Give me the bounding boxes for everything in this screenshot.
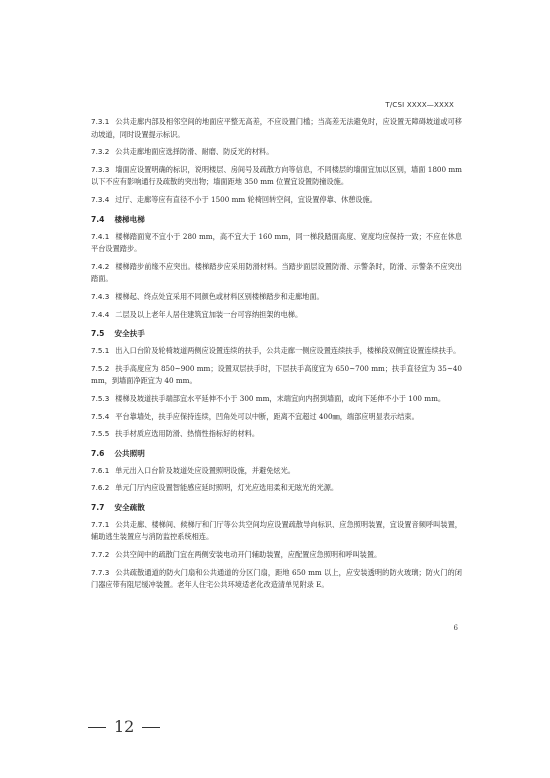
clause-text: 公共空间中的疏散门宜在两侧安装电动开门辅助装置，应配置应急照明和呼叫装置。 xyxy=(115,550,382,560)
clause-number: 7.7.1 xyxy=(91,519,110,529)
heading-text: 公共照明 xyxy=(114,448,145,458)
clause-number: 7.6 xyxy=(91,448,105,458)
clause-number: 7.7 xyxy=(91,502,105,512)
clause-number: 7.5.3 xyxy=(91,393,110,403)
document-body xyxy=(91,116,462,597)
clause-number: 7.6.2 xyxy=(91,483,110,493)
clause-paragraph xyxy=(91,428,462,441)
clause-number: 7.4 xyxy=(91,214,105,224)
clause-text: 公共疏散通道的防火门扇和公共通道的分区门扇，距地 650 mm 以上，应安装透明的防火玻璃；防火门的闭门器应带有阻尼缓冲装置。老年人住宅公共环境适老化改造清单见附录 E。 xyxy=(91,567,462,590)
document-header: T/CSI XXXX—XXXX xyxy=(385,101,454,109)
section-heading xyxy=(91,213,462,226)
clause-paragraph xyxy=(91,411,462,424)
clause-number: 7.6.1 xyxy=(91,465,110,475)
clause-number: 7.5.4 xyxy=(91,411,110,421)
clause-paragraph xyxy=(91,231,462,256)
clause-number: 7.3.4 xyxy=(91,194,110,204)
clause-paragraph xyxy=(91,194,462,207)
clause-number: 7.3.2 xyxy=(91,147,110,157)
clause-number: 7.3.3 xyxy=(91,164,110,174)
footer-page-number xyxy=(80,717,168,736)
clause-number: 7.7.3 xyxy=(91,567,110,577)
clause-paragraph xyxy=(91,261,462,286)
footer-dash-left xyxy=(88,727,106,728)
clause-text: 公共走廊、楼梯间、候梯厅和门厅等公共空间均应设置疏散导向标识、应急照明装置，宜设置音频呼叫装置，辅助逃生装置应与消防监控系统相连。 xyxy=(91,519,462,542)
clause-number: 7.5.5 xyxy=(91,429,110,439)
clause-number: 7.4.4 xyxy=(91,309,110,319)
section-heading xyxy=(91,501,462,514)
section-heading xyxy=(91,447,462,460)
clause-paragraph xyxy=(91,363,462,388)
clause-number: 7.4.3 xyxy=(91,291,110,301)
clause-text: 扶手高度应为 850~900 mm；设置双层扶手时，下层扶手高度宜为 650~700 mm；扶手直径宜为 35~40 mm，到墙面净距宜为 40 mm。 xyxy=(91,363,462,386)
clause-text: 出入口台阶及轮椅坡道两侧应设置连续的扶手，公共走廊一侧应设置连续扶手，楼梯段双侧宜设置连续扶手。 xyxy=(115,346,461,356)
clause-paragraph xyxy=(91,393,462,406)
heading-text: 楼梯电梯 xyxy=(114,214,145,224)
clause-text: 扶手材质应选用防滑、热惰性指标好的材料。 xyxy=(115,429,260,439)
clause-text: 单元门厅内应设置智能感应延时照明，灯光应选用柔和无眩光的光源。 xyxy=(115,483,339,493)
clause-text: 公共走廊地面应选择防滑、耐磨、防反光的材料。 xyxy=(115,147,274,157)
clause-text: 墙面应设置明确的标识，说明楼层、房间号及疏散方向等信息，不同楼层的墙面宜加以区别，墙面 1800 mm 以下不应有影响通行及疏散的突出物；墙面距地 350 mm 位置宜设置防撞设施。 xyxy=(91,164,462,187)
clause-paragraph xyxy=(91,291,462,304)
clause-paragraph xyxy=(91,345,462,358)
clause-text: 公共走廊内部及相邻空间的地面应平整无高差，不应设置门槛；当高差无法避免时，应设置无障碍坡道或可移动坡道，同时设置提示标识。 xyxy=(91,117,462,139)
section-heading xyxy=(91,327,462,340)
clause-text: 单元出入口台阶及坡道处应设置照明设施，并避免炫光。 xyxy=(115,465,295,475)
clause-paragraph xyxy=(91,146,462,159)
clause-text: 楼梯踏面宽不宜小于 280 mm，高不宜大于 160 mm，同一梯段踏面高度、宽度均应保持一致；不应在休息平台设置踏步。 xyxy=(91,231,462,254)
clause-number: 7.4.1 xyxy=(91,231,110,241)
heading-text: 安全疏散 xyxy=(114,502,145,512)
clause-paragraph xyxy=(91,116,462,141)
clause-text: 平台靠墙处，扶手应保持连续，凹角处可以中断，距离不宜超过 400㎜，端部应明显表示结束。 xyxy=(115,411,419,421)
footer-dash-right xyxy=(142,727,160,728)
clause-text: 二层及以上老年人居住建筑宜加装一台可容纳担架的电梯。 xyxy=(115,309,303,319)
clause-text: 楼梯起、终点处宜采用不同颜色或材料区别楼梯踏步和走廊地面。 xyxy=(115,291,324,301)
clause-number: 7.5 xyxy=(91,329,105,339)
clause-paragraph xyxy=(91,309,462,322)
clause-number: 7.5.1 xyxy=(91,346,110,356)
clause-text: 过厅、走廊等应有直径不小于 1500 mm 轮椅回转空间，宜设置停靠、休憩设施。 xyxy=(115,194,377,204)
clause-paragraph xyxy=(91,482,462,495)
clause-number: 7.7.2 xyxy=(91,550,110,560)
clause-text: 楼梯踏步前缘不应突出。楼梯踏步应采用防滑材料。当踏步面层设置防滑、示警条时，防滑、示警条不应突出踏面。 xyxy=(91,261,462,284)
footer-number: 12 xyxy=(114,717,135,736)
clause-paragraph xyxy=(91,164,462,189)
clause-text: 楼梯及坡道扶手端部宜水平延伸不小于 300 mm，末端宜向内拐到墙面，或向下延伸不小于 100 mm。 xyxy=(115,393,446,403)
page-number: 6 xyxy=(453,624,458,632)
clause-paragraph xyxy=(91,567,462,592)
clause-paragraph xyxy=(91,519,462,544)
heading-text: 安全扶手 xyxy=(114,329,145,339)
clause-paragraph xyxy=(91,465,462,478)
clause-number: 7.3.1 xyxy=(91,117,110,126)
clause-number: 7.5.2 xyxy=(91,363,110,373)
clause-paragraph xyxy=(91,549,462,562)
clause-number: 7.4.2 xyxy=(91,261,110,271)
